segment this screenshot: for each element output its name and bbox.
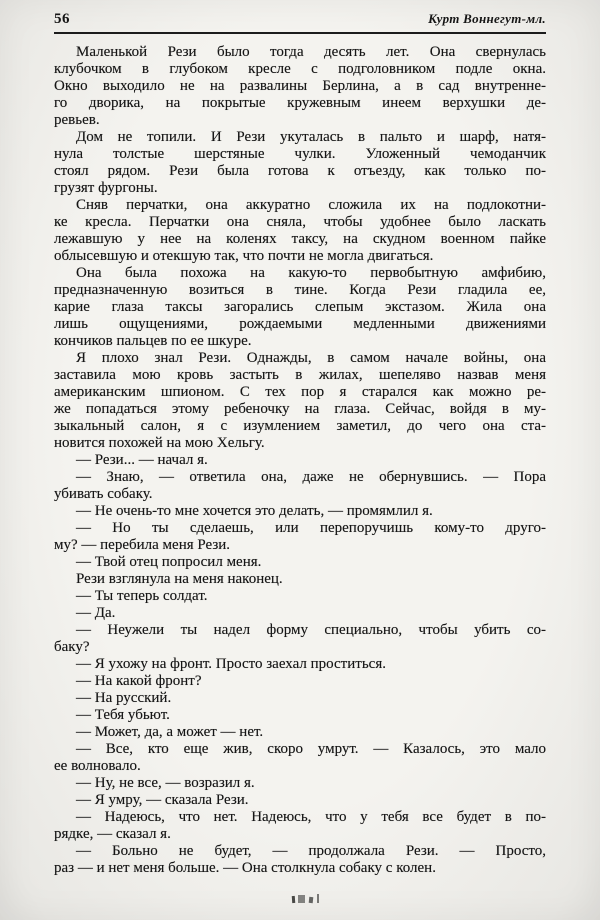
text-line: го дворика, на покрытые кружевным инеем верхушки де- — [54, 95, 546, 111]
text-line: — Может, да, а может — нет. — [76, 724, 264, 740]
text-line: — Рези... — начал я. — [76, 452, 208, 468]
text-line: Я плохо знал Рези. Однажды, в самом начале войны, она — [76, 350, 546, 366]
text-line: ке кресла. Перчатки она сняла, чтобы удобнее было ласкать — [54, 214, 546, 230]
text-line: — Все, кто еще жив, скоро умрут. — Казалось, это мало — [76, 741, 546, 757]
paragraph — [54, 741, 546, 775]
paragraph — [54, 588, 546, 605]
text-line: нула толстые шерстяные чулки. Уложенный чемоданчик — [54, 146, 546, 162]
paragraph — [54, 503, 546, 520]
paragraph — [54, 690, 546, 707]
body-text — [54, 44, 546, 877]
text-line: — На какой фронт? — [76, 673, 202, 689]
text-line: — Но ты сделаешь, или перепоручишь кому-то друго- — [76, 520, 546, 536]
text-line: — На русский. — [76, 690, 172, 706]
text-line: же попадаться этому ребеночку на глаза. Сейчас, войдя в му- — [54, 401, 546, 417]
paragraph — [54, 44, 546, 129]
text-line: облысевшую и отекшую так, что почти не могла двигаться. — [54, 248, 434, 264]
scan-artifact-icon — [292, 893, 326, 904]
text-line: — Неужели ты надел форму специально, чтобы убить со- — [76, 622, 546, 638]
paragraph — [54, 707, 546, 724]
text-line: раз — и нет меня больше. — Она столкнула собаку с колен. — [54, 860, 436, 876]
text-line: — Не очень-то мне хочется это делать, — промямлил я. — [76, 503, 433, 519]
text-line: Дом не топили. И Рези укуталась в пальто и шарф, натя- — [76, 129, 546, 145]
paragraph — [54, 673, 546, 690]
text-line: предназначенную возиться в тине. Когда Рези гладила ее, — [54, 282, 546, 298]
paragraph — [54, 792, 546, 809]
text-line: — Надеюсь, что нет. Надеюсь, что у тебя все будет в по- — [76, 809, 546, 825]
paragraph — [54, 452, 546, 469]
paragraph — [54, 129, 546, 197]
text-line: Маленькой Рези было тогда десять лет. Она свернулась — [76, 44, 546, 60]
page-number: 56 — [54, 11, 70, 27]
text-line: — Я ухожу на фронт. Просто заехал проститься. — [76, 656, 386, 672]
text-line: зыкальный салон, я с изумлением заметил, до чего она ста- — [54, 418, 546, 434]
text-line: — Твой отец попросил меня. — [76, 554, 262, 570]
paragraph — [54, 520, 546, 554]
paragraph — [54, 622, 546, 656]
text-line: — Ты теперь солдат. — [76, 588, 208, 604]
text-line: лежавшую у нее на коленях таксу, на скудном военном пайке — [54, 231, 546, 247]
paragraph — [54, 197, 546, 265]
text-line: убивать собаку. — [54, 486, 153, 502]
paragraph — [54, 724, 546, 741]
text-line: ревьев. — [54, 112, 100, 128]
text-line: рядке, — сказал я. — [54, 826, 171, 842]
paragraph — [54, 571, 546, 588]
text-line: ее волновало. — [54, 758, 141, 774]
paragraph — [54, 469, 546, 503]
paragraph — [54, 605, 546, 622]
text-line: — Да. — [76, 605, 116, 621]
text-line: — Ну, не все, — возразил я. — [76, 775, 255, 791]
text-line: баку? — [54, 639, 90, 655]
text-line: Окно выходило не на развалины Берлина, а в сад внутренне- — [54, 78, 546, 94]
paragraph — [54, 656, 546, 673]
text-line: американским шпионом. С тех пор я старался как можно ре- — [54, 384, 546, 400]
text-line: Сняв перчатки, она аккуратно сложила их на подлокотни- — [76, 197, 546, 213]
text-line: Рези взглянула на меня наконец. — [76, 571, 283, 587]
text-line: лишь ощущениями, рождаемыми медленными движениями — [54, 316, 546, 332]
text-line: — Больно не будет, — продолжала Рези. — Просто, — [76, 843, 546, 859]
text-line: стоял рядом. Рези была готова к отъезду, как только по- — [54, 163, 546, 179]
paragraph — [54, 350, 546, 452]
text-line: Она была похожа на какую-то первобытную амфибию, — [76, 265, 546, 281]
text-line: клубочком в глубоком кресле с подголовником подле окна. — [54, 61, 546, 77]
text-line: новится похожей на мою Хельгу. — [54, 435, 265, 451]
text-line: — Знаю, — ответила она, даже не обернувшись. — Пора — [76, 469, 546, 485]
paragraph — [54, 775, 546, 792]
running-title: Курт Воннегут-мл. — [428, 11, 546, 26]
text-line: грузят фургоны. — [54, 180, 158, 196]
text-line: карие глаза таксы загорались слепым экстазом. Жила она — [54, 299, 546, 315]
text-line: кончиков пальцев по ее шкуре. — [54, 333, 252, 349]
paragraph — [54, 265, 546, 350]
paragraph — [54, 843, 546, 877]
paragraph — [54, 554, 546, 571]
text-line: му? — перебила меня Рези. — [54, 537, 231, 553]
paragraph — [54, 809, 546, 843]
text-line: заставила мою кровь застыть в жилах, шепеляво назвав меня — [54, 367, 546, 383]
page-header — [54, 11, 546, 34]
text-line: — Тебя убьют. — [76, 707, 170, 723]
text-line: — Я умру, — сказала Рези. — [76, 792, 249, 808]
